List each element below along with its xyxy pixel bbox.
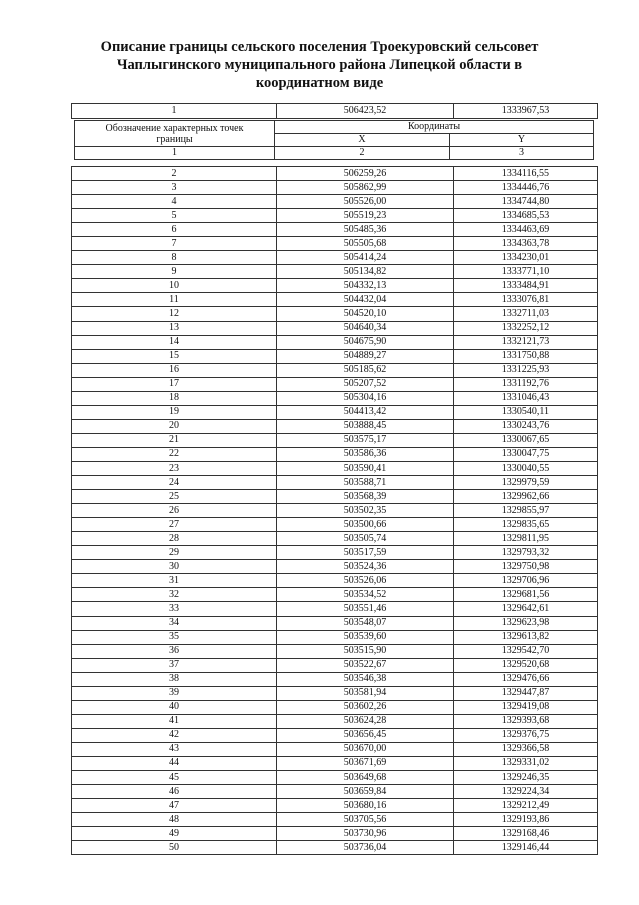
- coord-x: 504520,10: [277, 307, 454, 321]
- table-row: [72, 799, 598, 813]
- table-row: [72, 560, 598, 574]
- coord-y: 1334116,55: [454, 167, 598, 181]
- header-row: [75, 121, 594, 134]
- point-number: 18: [72, 391, 277, 405]
- table-row: [72, 616, 598, 630]
- table-row: [72, 167, 598, 181]
- table-row: [72, 223, 598, 237]
- table-row: [72, 391, 598, 405]
- table-row: [72, 630, 598, 644]
- point-number: 46: [72, 785, 277, 799]
- table-row: [72, 602, 598, 616]
- point-number: 35: [72, 630, 277, 644]
- coord-y: 1330047,75: [454, 447, 598, 461]
- table-row: [72, 504, 598, 518]
- table-row: [72, 104, 598, 119]
- coord-x: 503656,45: [277, 728, 454, 742]
- coord-y: 1329224,34: [454, 785, 598, 799]
- x-header: X: [275, 134, 450, 147]
- coord-x: 503588,71: [277, 476, 454, 490]
- coord-y: 1331225,93: [454, 363, 598, 377]
- table-row: [72, 658, 598, 672]
- point-number: 27: [72, 518, 277, 532]
- coord-x: 503522,67: [277, 658, 454, 672]
- point-number: 7: [72, 237, 277, 251]
- coord-y: 1329613,82: [454, 630, 598, 644]
- coord-x: 503602,26: [277, 700, 454, 714]
- coord-y: 1330540,11: [454, 405, 598, 419]
- point-number: 1: [72, 104, 277, 119]
- table-row: [72, 181, 598, 195]
- coord-x: 503548,07: [277, 616, 454, 630]
- table-row: [72, 377, 598, 391]
- coord-x: 503649,68: [277, 771, 454, 785]
- coord-y: 1329979,59: [454, 476, 598, 490]
- point-number: 21: [72, 433, 277, 447]
- coord-x: 505414,24: [277, 251, 454, 265]
- table-row: [72, 714, 598, 728]
- coord-y: 1329706,96: [454, 574, 598, 588]
- coord-y: 1332711,03: [454, 307, 598, 321]
- point-number: 3: [72, 181, 277, 195]
- coord-x: 505134,82: [277, 265, 454, 279]
- coord-x: 503736,04: [277, 841, 454, 855]
- coord-y: 1334685,53: [454, 209, 598, 223]
- coord-x: 503539,60: [277, 630, 454, 644]
- table-row: [72, 756, 598, 770]
- table-row: [72, 209, 598, 223]
- coord-y: 1329376,75: [454, 728, 598, 742]
- coord-x: 503500,66: [277, 518, 454, 532]
- coord-y: 1333076,81: [454, 293, 598, 307]
- column-number-2: 2: [275, 147, 450, 160]
- table-row: [72, 700, 598, 714]
- coord-y: 1329246,35: [454, 771, 598, 785]
- table-row: [72, 433, 598, 447]
- table-row: [72, 742, 598, 756]
- coord-x: 503586,36: [277, 447, 454, 461]
- point-number: 45: [72, 771, 277, 785]
- point-number: 38: [72, 672, 277, 686]
- table-row: [72, 307, 598, 321]
- point-number: 49: [72, 827, 277, 841]
- table-row: [72, 813, 598, 827]
- point-number: 22: [72, 447, 277, 461]
- point-number: 13: [72, 321, 277, 335]
- point-number: 40: [72, 700, 277, 714]
- coord-y: 1329168,46: [454, 827, 598, 841]
- coord-y: 1329447,87: [454, 686, 598, 700]
- point-number: 24: [72, 476, 277, 490]
- coord-x: 503730,96: [277, 827, 454, 841]
- coord-x: 503590,41: [277, 461, 454, 475]
- title-line-2: Чаплыгинского муниципального района Липецкой области в: [116, 57, 523, 73]
- table-row: [72, 447, 598, 461]
- coord-x: 504640,34: [277, 321, 454, 335]
- coord-y: 1329193,86: [454, 813, 598, 827]
- coord-x: 505207,52: [277, 377, 454, 391]
- point-number: 20: [72, 419, 277, 433]
- coord-y: 1329681,56: [454, 588, 598, 602]
- table-row: [72, 672, 598, 686]
- coord-x: 503705,56: [277, 813, 454, 827]
- coords-header: Координаты: [275, 121, 594, 134]
- coord-y: 1329793,32: [454, 546, 598, 560]
- coord-x: 503671,69: [277, 756, 454, 770]
- table-row: [72, 588, 598, 602]
- coord-x: 503624,28: [277, 714, 454, 728]
- coord-x: 503515,90: [277, 644, 454, 658]
- point-number: 44: [72, 756, 277, 770]
- table-row: [72, 405, 598, 419]
- coord-x: 505526,00: [277, 195, 454, 209]
- coord-x: 503526,06: [277, 574, 454, 588]
- table-row: [72, 518, 598, 532]
- point-number: 23: [72, 461, 277, 475]
- coord-y: 1334463,69: [454, 223, 598, 237]
- coord-y: 1329835,65: [454, 518, 598, 532]
- coord-y: 1333484,91: [454, 279, 598, 293]
- point-number: 16: [72, 363, 277, 377]
- coord-y: 1334230,01: [454, 251, 598, 265]
- point-number: 34: [72, 616, 277, 630]
- coord-y: 1333967,53: [454, 104, 598, 119]
- table-row: [72, 728, 598, 742]
- table-row: [72, 265, 598, 279]
- table-row: [72, 785, 598, 799]
- coord-y: 1332121,73: [454, 335, 598, 349]
- point-number: 48: [72, 813, 277, 827]
- coord-y: 1330067,65: [454, 433, 598, 447]
- table-row: [72, 251, 598, 265]
- coord-y: 1331046,43: [454, 391, 598, 405]
- coord-y: 1331192,76: [454, 377, 598, 391]
- coord-x: 503659,84: [277, 785, 454, 799]
- coord-y: 1332252,12: [454, 321, 598, 335]
- table-row: [72, 476, 598, 490]
- coord-x: 503568,39: [277, 490, 454, 504]
- coord-x: 506423,52: [277, 104, 454, 119]
- point-number: 43: [72, 742, 277, 756]
- coord-x: 503680,16: [277, 799, 454, 813]
- coord-y: 1329520,68: [454, 658, 598, 672]
- point-number: 4: [72, 195, 277, 209]
- coord-y: 1329212,49: [454, 799, 598, 813]
- coord-x: 505505,68: [277, 237, 454, 251]
- table-row: [72, 827, 598, 841]
- point-number: 11: [72, 293, 277, 307]
- point-number: 31: [72, 574, 277, 588]
- table-row: [72, 644, 598, 658]
- coord-y: 1329750,98: [454, 560, 598, 574]
- coord-y: 1330040,55: [454, 461, 598, 475]
- coord-y: 1329419,08: [454, 700, 598, 714]
- coord-y: 1329962,66: [454, 490, 598, 504]
- table-row: [72, 293, 598, 307]
- table-row: [72, 771, 598, 785]
- header-table: [74, 120, 594, 160]
- point-number: 19: [72, 405, 277, 419]
- coord-x: 503551,46: [277, 602, 454, 616]
- coord-y: 1329146,44: [454, 841, 598, 855]
- coord-x: 504413,42: [277, 405, 454, 419]
- point-number: 29: [72, 546, 277, 560]
- coord-y: 1331750,88: [454, 349, 598, 363]
- coordinates-table: [71, 166, 598, 855]
- table-row: [72, 419, 598, 433]
- coord-y: 1330243,76: [454, 419, 598, 433]
- coord-x: 504432,04: [277, 293, 454, 307]
- coord-y: 1329855,97: [454, 504, 598, 518]
- coord-x: 504889,27: [277, 349, 454, 363]
- point-number: 14: [72, 335, 277, 349]
- point-number: 32: [72, 588, 277, 602]
- point-label-header: Обозначение характерных точек границы: [75, 121, 275, 147]
- first-point-table: [71, 103, 598, 119]
- coord-y: 1329642,61: [454, 602, 598, 616]
- coord-x: 506259,26: [277, 167, 454, 181]
- point-number: 25: [72, 490, 277, 504]
- coord-x: 504675,90: [277, 335, 454, 349]
- point-number: 2: [72, 167, 277, 181]
- coord-x: 503546,38: [277, 672, 454, 686]
- point-number: 42: [72, 728, 277, 742]
- coord-x: 503534,52: [277, 588, 454, 602]
- coord-x: 503524,36: [277, 560, 454, 574]
- table-row: [72, 490, 598, 504]
- document-title: [40, 38, 599, 92]
- point-number: 6: [72, 223, 277, 237]
- table-row: [72, 546, 598, 560]
- coord-x: 503888,45: [277, 419, 454, 433]
- point-number: 28: [72, 532, 277, 546]
- coord-y: 1329623,98: [454, 616, 598, 630]
- table-row: [72, 461, 598, 475]
- point-number: 5: [72, 209, 277, 223]
- coord-x: 505519,23: [277, 209, 454, 223]
- point-number: 47: [72, 799, 277, 813]
- table-row: [72, 237, 598, 251]
- title-line-1: Описание границы сельского поселения Троекуровский сельсовет: [100, 39, 539, 55]
- coord-x: 504332,13: [277, 279, 454, 293]
- coord-x: 503517,59: [277, 546, 454, 560]
- table-row: [72, 574, 598, 588]
- coord-x: 505862,99: [277, 181, 454, 195]
- point-number: 30: [72, 560, 277, 574]
- point-number: 50: [72, 841, 277, 855]
- point-number: 17: [72, 377, 277, 391]
- point-number: 12: [72, 307, 277, 321]
- table-row: [72, 349, 598, 363]
- coord-y: 1329331,02: [454, 756, 598, 770]
- table-row: [72, 363, 598, 377]
- point-number: 8: [72, 251, 277, 265]
- table-row: [72, 686, 598, 700]
- coord-y: 1329393,68: [454, 714, 598, 728]
- coord-y: 1329811,95: [454, 532, 598, 546]
- coord-y: 1334446,76: [454, 181, 598, 195]
- table-row: [72, 321, 598, 335]
- point-number: 33: [72, 602, 277, 616]
- table-row: [72, 335, 598, 349]
- coord-y: 1329476,66: [454, 672, 598, 686]
- column-number-1: 1: [75, 147, 275, 160]
- coord-y: 1334363,78: [454, 237, 598, 251]
- coord-x: 503502,35: [277, 504, 454, 518]
- point-number: 36: [72, 644, 277, 658]
- coord-x: 503581,94: [277, 686, 454, 700]
- coord-y: 1333771,10: [454, 265, 598, 279]
- point-number: 37: [72, 658, 277, 672]
- table-row: [72, 195, 598, 209]
- point-number: 9: [72, 265, 277, 279]
- coord-y: 1329542,70: [454, 644, 598, 658]
- point-number: 39: [72, 686, 277, 700]
- coord-x: 503505,74: [277, 532, 454, 546]
- column-number-row: [75, 147, 594, 160]
- coord-x: 503670,00: [277, 742, 454, 756]
- coord-x: 505304,16: [277, 391, 454, 405]
- y-header: Y: [450, 134, 594, 147]
- table-row: [72, 532, 598, 546]
- column-number-3: 3: [450, 147, 594, 160]
- coord-y: 1334744,80: [454, 195, 598, 209]
- coord-x: 503575,17: [277, 433, 454, 447]
- point-number: 26: [72, 504, 277, 518]
- coord-x: 505485,36: [277, 223, 454, 237]
- point-number: 41: [72, 714, 277, 728]
- coord-y: 1329366,58: [454, 742, 598, 756]
- table-row: [72, 279, 598, 293]
- point-number: 15: [72, 349, 277, 363]
- table-row: [72, 841, 598, 855]
- title-line-3: координатном виде: [255, 75, 384, 91]
- coord-x: 505185,62: [277, 363, 454, 377]
- point-number: 10: [72, 279, 277, 293]
